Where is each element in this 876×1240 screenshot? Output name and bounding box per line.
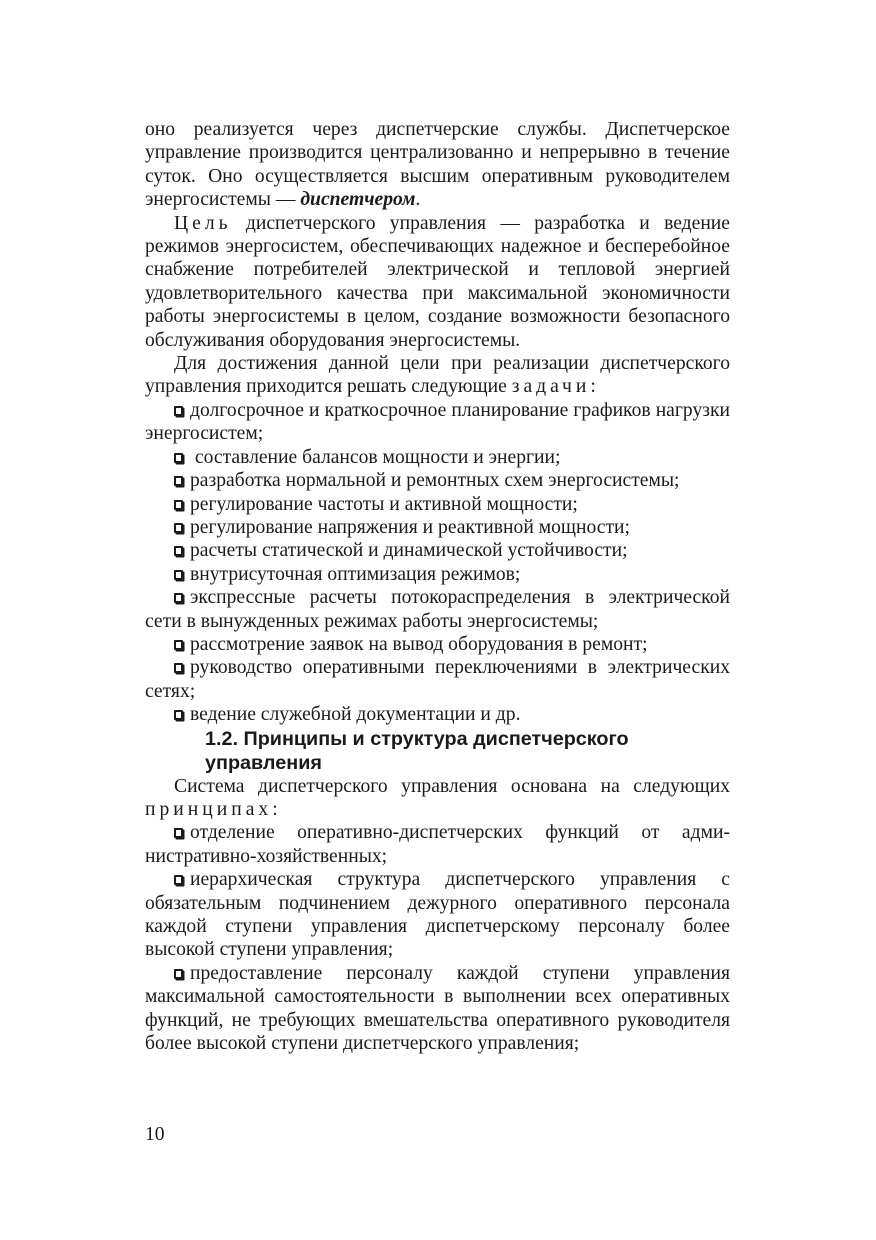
checkbox-bullet-icon (174, 523, 183, 533)
list-item: экспрессные расчеты потокораспределения в электрической сети в вынужденных режимах работы энергосистемы; (145, 587, 730, 632)
checkbox-bullet-icon (174, 828, 183, 838)
list-item: рассмотрение заявок на вывод оборудования в ремонт; (145, 633, 730, 656)
list-item: регулирование напряжения и реактивной мощности; (145, 516, 730, 539)
paragraph-goal: Цель диспетчерского управления — разработка и ведение режимов энергосистем, обеспечивающих надежное и бесперебойное снабжение потребителей электрической и тепловой энергией удовлетворительного качества при максимальной экономичности работы энергосистемы в целом, создание возможности безопасного обслуживания оборудования энергосистемы. (145, 212, 730, 351)
checkbox-bullet-icon (174, 453, 183, 463)
checkbox-bullet-icon (174, 476, 183, 486)
term-goal: Цель (174, 212, 232, 234)
list-item: внутрисуточная оптимизация режимов; (145, 563, 730, 586)
list-item: руководство оперативными переключениями в электрических сетях; (145, 657, 730, 702)
list-item: составление балансов мощности и энергии; (145, 446, 730, 469)
checkbox-bullet-icon (174, 593, 183, 603)
list-item: иерархическая структура диспетчерского управления с обязательным подчинением дежурного оперативного персонала каждой ступени управления диспетчерскому персоналу более высокой ступени управления; (145, 869, 730, 961)
paragraph-principles-intro: Система диспетчерского управления основана на следующих принципах: (145, 775, 730, 820)
section-heading: 1.2. Принципы и структура диспетчерского управления (205, 727, 629, 774)
list-item: ведение служебной документации и др. (145, 703, 730, 726)
term-dispatcher: диспетчером (300, 189, 416, 211)
paragraph-intro: оно реализуется через диспетчерские службы. Диспетчерское управление производится централизованно и непрерывно в течение суток. Оно осуществляется высшим оперативным руководителем энергосистемы — диспетчером. (145, 119, 730, 211)
checkbox-bullet-icon (174, 546, 183, 556)
list-item: регулирование частоты и активной мощности; (145, 493, 730, 516)
term-tasks: задачи (511, 376, 591, 398)
checkbox-bullet-icon (174, 663, 183, 673)
list-item: отделение оперативно-диспетчерских функций от административно-хозяйственных; (145, 822, 730, 867)
checkbox-bullet-icon (174, 500, 183, 510)
checkbox-bullet-icon (174, 875, 183, 885)
paragraph-tasks-intro: Для достижения данной цели при реализации диспетчерского управления приходится решать следующие задачи: (145, 353, 730, 398)
page-body (145, 118, 730, 1055)
list-item: предоставление персоналу каждой ступени управления максимальной самостоятельности в выполнении всех оперативных функций, не требующих вмешательства оперативного руководителя более высокой ступени диспетчерского управления; (145, 962, 730, 1055)
checkbox-bullet-icon (174, 406, 183, 416)
term-principles: принципах (145, 798, 273, 820)
page-number: 10 (145, 1124, 165, 1145)
checkbox-bullet-icon (174, 969, 183, 979)
checkbox-bullet-icon (174, 640, 183, 650)
list-item: долгосрочное и краткосрочное планирование графиков нагрузки энергосистем; (145, 399, 730, 445)
list-item: расчеты статической и динамической устойчивости; (145, 539, 730, 562)
checkbox-bullet-icon (174, 710, 183, 720)
checkbox-bullet-icon (174, 570, 183, 580)
list-item: разработка нормальной и ремонтных схем энергосистемы; (145, 469, 730, 492)
